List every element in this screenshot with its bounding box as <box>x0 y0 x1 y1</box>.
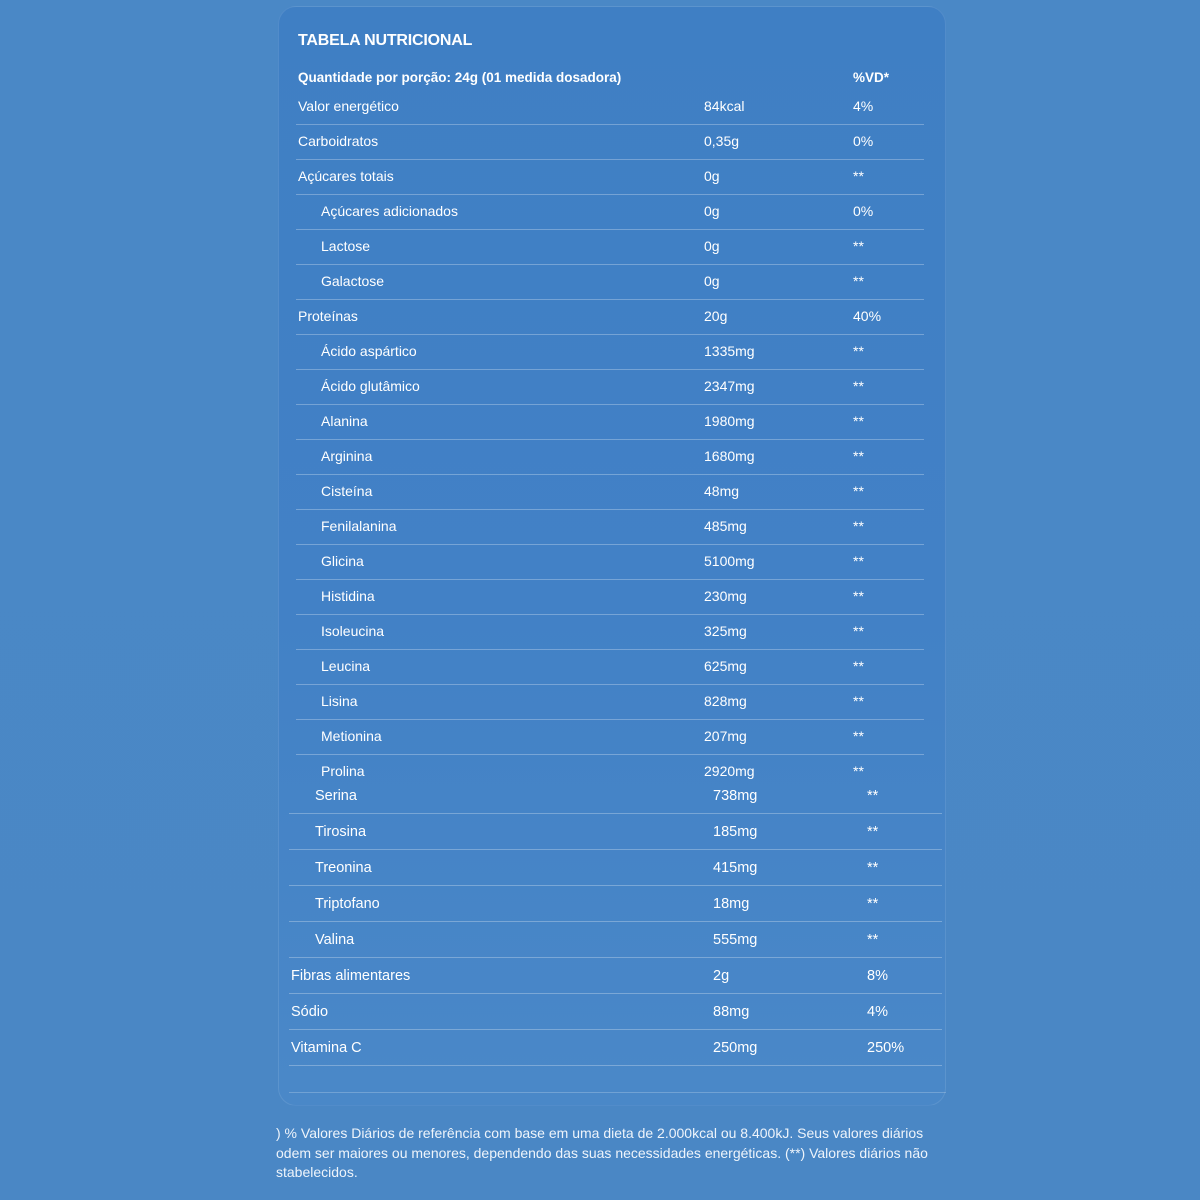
footnote <box>276 1124 948 1194</box>
nutrient-quantity: 18mg <box>713 896 750 912</box>
nutrient-daily-value: 4% <box>853 98 874 114</box>
table-row <box>289 994 942 1030</box>
table-header <box>298 70 924 90</box>
nutrient-name: Lisina <box>321 693 358 709</box>
nutrient-daily-value: ** <box>867 932 879 948</box>
nutrient-quantity: 415mg <box>713 860 758 876</box>
nutrient-quantity: 2347mg <box>704 378 755 394</box>
nutrient-quantity: 2920mg <box>704 763 755 779</box>
vd-column-header: %VD* <box>853 70 890 85</box>
nutrient-daily-value: ** <box>853 623 864 639</box>
nutrient-name: Proteínas <box>298 308 358 324</box>
nutrient-quantity: 0,35g <box>704 133 740 149</box>
table-row <box>289 814 942 850</box>
table-row <box>296 650 924 685</box>
nutrient-name: Tirosina <box>315 824 367 840</box>
nutrient-daily-value: ** <box>867 788 879 804</box>
nutrient-quantity: 48mg <box>704 483 740 499</box>
table-bottom-divider <box>289 1092 946 1093</box>
table-row <box>289 886 942 922</box>
nutrient-name: Fibras alimentares <box>291 968 411 984</box>
table-row <box>296 580 924 615</box>
nutrient-daily-value: ** <box>853 483 864 499</box>
nutrient-name: Leucina <box>321 658 371 674</box>
nutrient-name: Serina <box>315 788 357 804</box>
nutrient-quantity: 207mg <box>704 728 747 744</box>
table-row <box>296 90 924 125</box>
nutrient-quantity: 230mg <box>704 588 747 604</box>
table-row <box>296 160 924 195</box>
nutrient-name: Glicina <box>321 553 364 569</box>
nutrient-quantity: 738mg <box>713 788 758 804</box>
nutrient-quantity: 1680mg <box>704 448 755 464</box>
nutrient-daily-value: 8% <box>867 968 888 984</box>
serving-size-label: Quantidade por porção: 24g (01 medida dosadora) <box>298 70 622 85</box>
nutrient-name: Galactose <box>321 273 385 289</box>
nutrient-daily-value: 0% <box>853 203 874 219</box>
nutrient-list-upper <box>296 90 924 779</box>
nutrient-name: Sódio <box>291 1004 329 1020</box>
nutrient-name: Histidina <box>321 588 375 604</box>
nutrient-name: Ácido glutâmico <box>321 378 420 394</box>
nutrient-daily-value: ** <box>853 658 864 674</box>
table-row <box>296 300 924 335</box>
nutrient-name: Ácido aspártico <box>321 343 417 359</box>
nutrient-quantity: 485mg <box>704 518 747 534</box>
footnote-line-1: ) % Valores Diários de referência com base em uma dieta de 2.000kcal ou 8.400kJ. Seus valores diários <box>276 1125 924 1141</box>
nutrient-daily-value: ** <box>853 238 864 254</box>
nutrient-daily-value: ** <box>853 518 864 534</box>
nutrient-daily-value: ** <box>867 860 879 876</box>
table-row <box>289 778 942 814</box>
footnote-line-3: stabelecidos. <box>276 1164 358 1180</box>
nutrient-name: Fenilalanina <box>321 518 397 534</box>
table-row <box>289 850 942 886</box>
nutrient-quantity: 555mg <box>713 932 758 948</box>
nutrient-name: Alanina <box>321 413 368 429</box>
nutrient-daily-value: ** <box>853 168 864 184</box>
table-row <box>296 440 924 475</box>
table-row <box>296 265 924 300</box>
nutrient-daily-value: ** <box>853 273 864 289</box>
nutrient-name: Prolina <box>321 763 365 779</box>
nutrient-quantity: 88mg <box>713 1004 750 1020</box>
nutrient-quantity: 84kcal <box>704 98 745 114</box>
nutrient-quantity: 0g <box>704 273 720 289</box>
table-row <box>296 230 924 265</box>
table-row <box>296 335 924 370</box>
table-title: TABELA NUTRICIONAL <box>298 32 473 49</box>
nutrient-quantity: 625mg <box>704 658 747 674</box>
nutrient-quantity: 1980mg <box>704 413 755 429</box>
table-row <box>296 755 924 779</box>
nutrient-quantity: 0g <box>704 203 720 219</box>
table-row <box>296 370 924 405</box>
table-row <box>296 720 924 755</box>
table-row <box>296 475 924 510</box>
table-row <box>296 125 924 160</box>
nutrient-name: Valina <box>315 932 355 948</box>
nutrient-name: Treonina <box>315 860 372 876</box>
table-row <box>296 545 924 580</box>
nutrient-quantity: 325mg <box>704 623 747 639</box>
nutrient-name: Metionina <box>321 728 382 744</box>
nutrient-quantity: 2g <box>713 968 730 984</box>
nutrient-daily-value: ** <box>853 693 864 709</box>
nutrient-name: Isoleucina <box>321 623 385 639</box>
nutrient-daily-value: 4% <box>867 1004 888 1020</box>
nutrient-daily-value: ** <box>853 588 864 604</box>
nutrient-quantity: 0g <box>704 238 720 254</box>
nutrient-quantity: 0g <box>704 168 720 184</box>
nutrient-daily-value: ** <box>867 896 879 912</box>
nutrient-name: Açúcares totais <box>298 168 394 184</box>
nutrient-quantity: 185mg <box>713 824 758 840</box>
nutrient-daily-value: ** <box>853 448 864 464</box>
footnote-line-2: odem ser maiores ou menores, dependendo das suas necessidades energéticas. (**) Valores diários não <box>276 1144 928 1161</box>
nutrient-list-lower <box>289 778 942 1066</box>
table-row <box>296 510 924 545</box>
nutrient-name: Cisteína <box>321 483 373 499</box>
table-row <box>296 405 924 440</box>
nutrient-daily-value: ** <box>853 728 864 744</box>
nutrient-daily-value: ** <box>853 378 864 394</box>
nutrient-name: Triptofano <box>315 896 380 912</box>
nutrient-daily-value: 0% <box>853 133 874 149</box>
table-row <box>289 1030 942 1066</box>
nutrient-daily-value: 250% <box>867 1040 905 1056</box>
nutrient-daily-value: 40% <box>853 308 882 324</box>
nutrient-name: Arginina <box>321 448 373 464</box>
nutrient-quantity: 5100mg <box>704 553 755 569</box>
nutrient-quantity: 20g <box>704 308 728 324</box>
nutrient-name: Carboidratos <box>298 133 379 149</box>
table-row <box>296 615 924 650</box>
nutrient-daily-value: ** <box>867 824 879 840</box>
nutrient-name: Valor energético <box>298 98 399 114</box>
nutrient-name: Açúcares adicionados <box>321 203 458 219</box>
nutrient-name: Vitamina C <box>291 1040 362 1056</box>
table-row <box>296 195 924 230</box>
table-row <box>289 922 942 958</box>
nutrient-daily-value: ** <box>853 763 864 779</box>
nutrient-daily-value: ** <box>853 553 864 569</box>
nutrient-quantity: 1335mg <box>704 343 755 359</box>
nutrient-daily-value: ** <box>853 413 864 429</box>
table-row <box>296 685 924 720</box>
nutrient-name: Lactose <box>321 238 371 254</box>
table-row <box>289 958 942 994</box>
nutrient-quantity: 250mg <box>713 1040 758 1056</box>
nutrient-daily-value: ** <box>853 343 864 359</box>
nutrient-quantity: 828mg <box>704 693 747 709</box>
